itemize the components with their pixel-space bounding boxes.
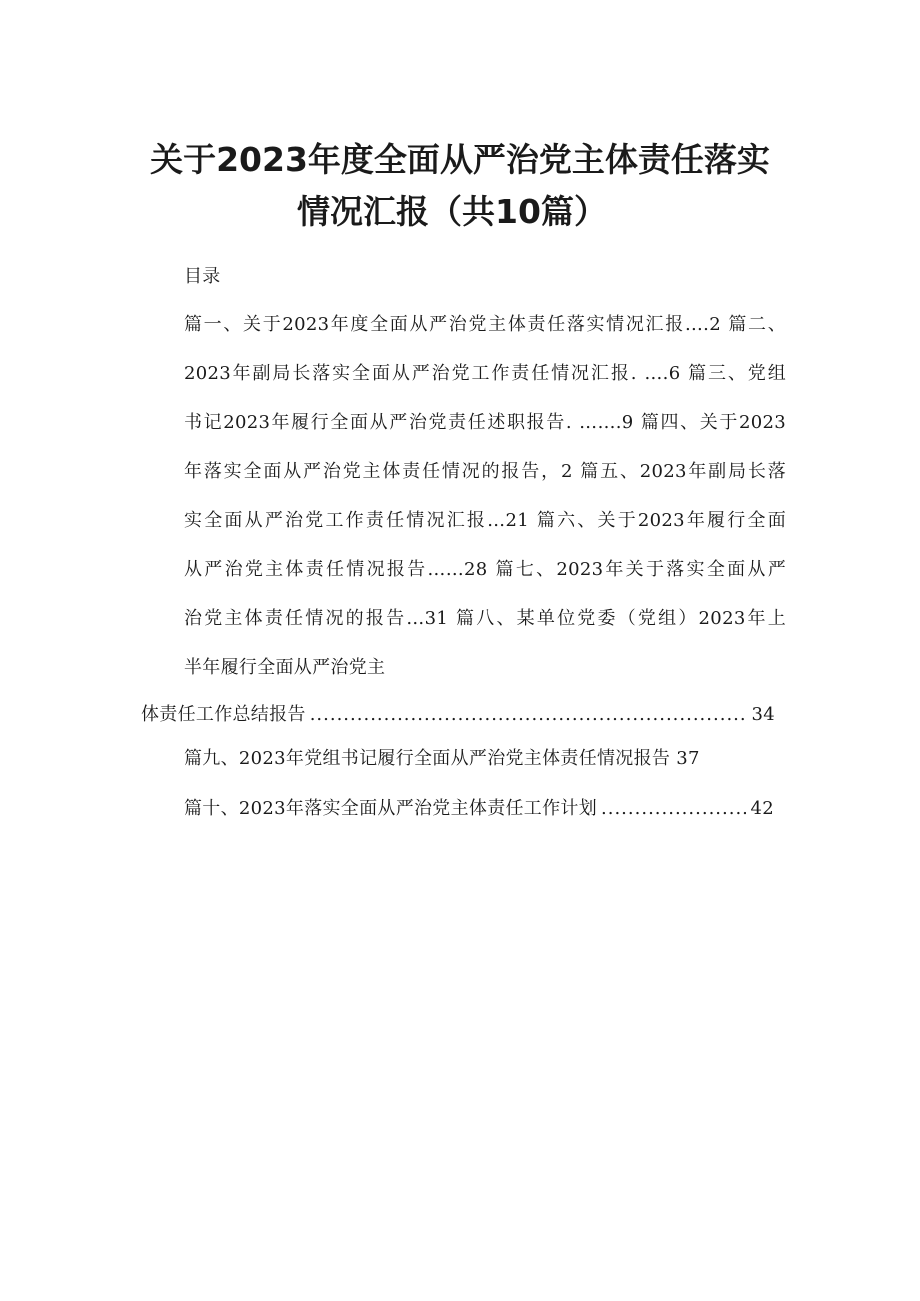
- toc-line: 书记2023年履行全面从严治党责任述职报告. …….9 篇四、关于2023: [184, 412, 786, 433]
- toc-entry-10-page: 42: [750, 798, 774, 819]
- toc-line: 半年履行全面从严治党主: [184, 657, 386, 678]
- toc-line: 从严治党主体责任情况报告……28 篇七、2023年关于落实全面从严: [184, 559, 786, 580]
- toc-entry-10-title: 篇十、2023年落实全面从严治党主体责任工作计划: [184, 798, 598, 819]
- toc-entry-10: [184, 800, 774, 818]
- toc-line: 篇一、关于2023年度全面从严治党主体责任落实情况汇报….2 篇二、: [184, 314, 786, 335]
- toc-line: 年落实全面从严治党主体责任情况的报告，2 篇五、2023年副局长落: [184, 461, 786, 482]
- toc-dot-leader: [310, 706, 748, 724]
- document-title-line-2: 情况汇报（共10篇）: [297, 192, 607, 231]
- toc-entry-8-title: 体责任工作总结报告: [141, 704, 306, 725]
- toc-dot-leader: [601, 800, 746, 818]
- toc-line: 实全面从严治党工作责任情况汇报…21 篇六、关于2023年履行全面: [184, 510, 786, 531]
- toc-heading: 目录: [184, 266, 221, 287]
- toc-line: 2023年副局长落实全面从严治党工作责任情况汇报. ….6 篇三、党组: [184, 363, 786, 384]
- toc-entry-8: [141, 706, 775, 724]
- toc-entry-8-page: 34: [751, 704, 775, 725]
- toc-entry-9: 篇九、2023年党组书记履行全面从严治党主体责任情况报告 37: [184, 748, 700, 769]
- toc-line: 治党主体责任情况的报告…31 篇八、某单位党委（党组）2023年上: [184, 608, 786, 629]
- document-title-line-1: 关于2023年度全面从严治党主体责任落实: [150, 140, 770, 179]
